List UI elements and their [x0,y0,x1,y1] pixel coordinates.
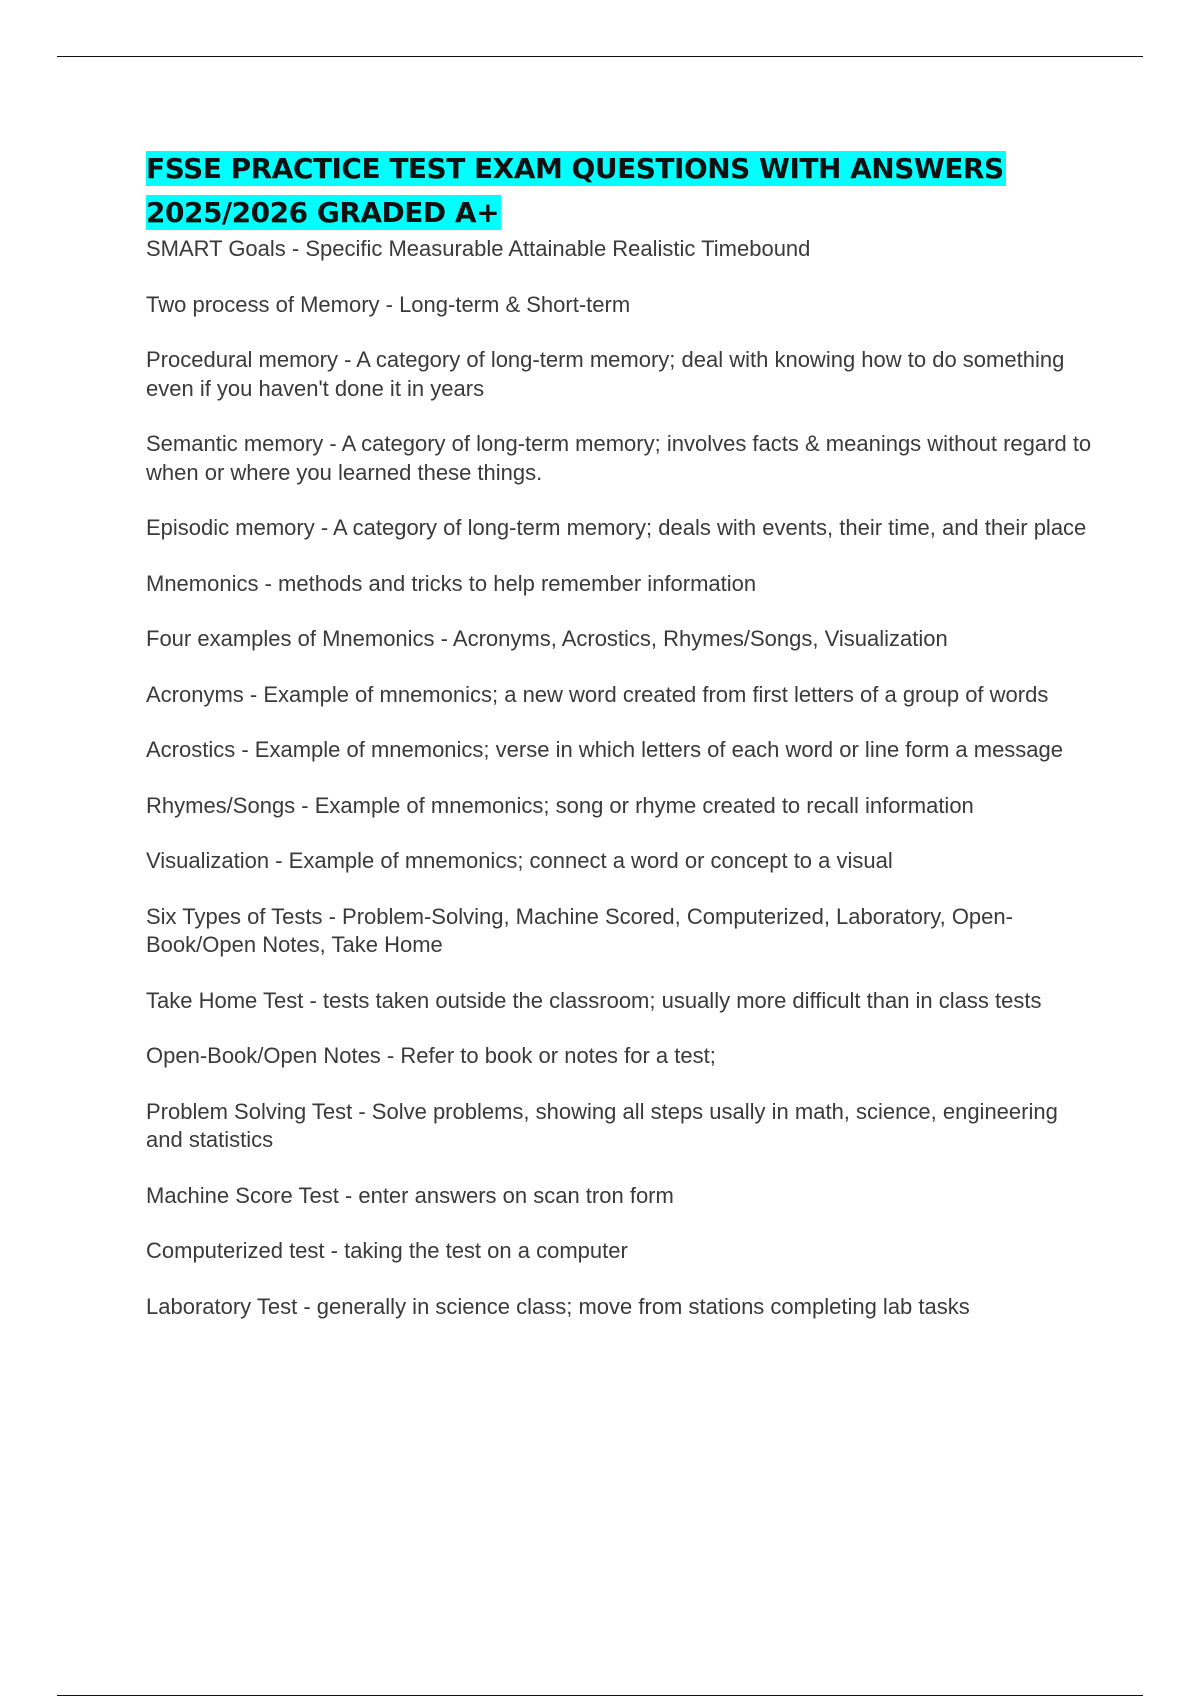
qa-item: Six Types of Tests - Problem-Solving, Machine Scored, Computerized, Laboratory, Open-Book/Open Notes, Take Home [146,903,1013,957]
qa-item: SMART Goals - Specific Measurable Attainable Realistic Timebound [146,236,811,261]
qa-item: Problem Solving Test - Solve problems, showing all steps usally in math, science, engineering and statistics [146,1098,1058,1152]
qa-item: Computerized test - taking the test on a computer [146,1238,628,1263]
title-line-1: FSSE PRACTICE TEST EXAM QUESTIONS WITH ANSWERS [146,152,1004,185]
qa-item: Machine Score Test - enter answers on scan tron form [146,1182,674,1208]
qa-item: Acrostics - Example of mnemonics; verse in which letters of each word or line form a message [146,737,1064,762]
qa-item: Take Home Test - tests taken outside the classroom; usually more difficult than in class tests [146,987,1042,1013]
qa-item: Rhymes/Songs - Example of mnemonics; song or rhyme created to recall information [146,792,974,818]
qa-item: Visualization - Example of mnemonics; connect a word or concept to a visual [146,848,893,873]
qa-item: Mnemonics - methods and tricks to help remember information [146,570,757,596]
title-line-2: 2025/2026 GRADED A+ [146,196,500,229]
qa-item: Episodic memory - A category of long-term memory; deals with events, their time, and their place [146,515,1087,540]
bottom-rule [57,1695,1143,1696]
qa-item: Acronyms - Example of mnemonics; a new word created from first letters of a group of words [146,681,1049,707]
top-rule [57,56,1143,57]
qa-item: Procedural memory - A category of long-term memory; deal with knowing how to do something even if you haven't done it in years [146,347,1065,401]
qa-item: Open-Book/Open Notes - Refer to book or notes for a test; [146,1043,716,1068]
document-body [146,147,1096,1348]
qa-item: Two process of Memory - Long-term & Short-term [146,291,631,317]
document-title [146,147,1096,235]
qa-list [146,235,1096,1321]
qa-item: Four examples of Mnemonics - Acronyms, Acrostics, Rhymes/Songs, Visualization [146,626,948,651]
qa-item: Laboratory Test - generally in science class; move from stations completing lab tasks [146,1293,970,1319]
qa-item: Semantic memory - A category of long-term memory; involves facts & meanings without regard to when or where you learned these things. [146,431,1092,485]
